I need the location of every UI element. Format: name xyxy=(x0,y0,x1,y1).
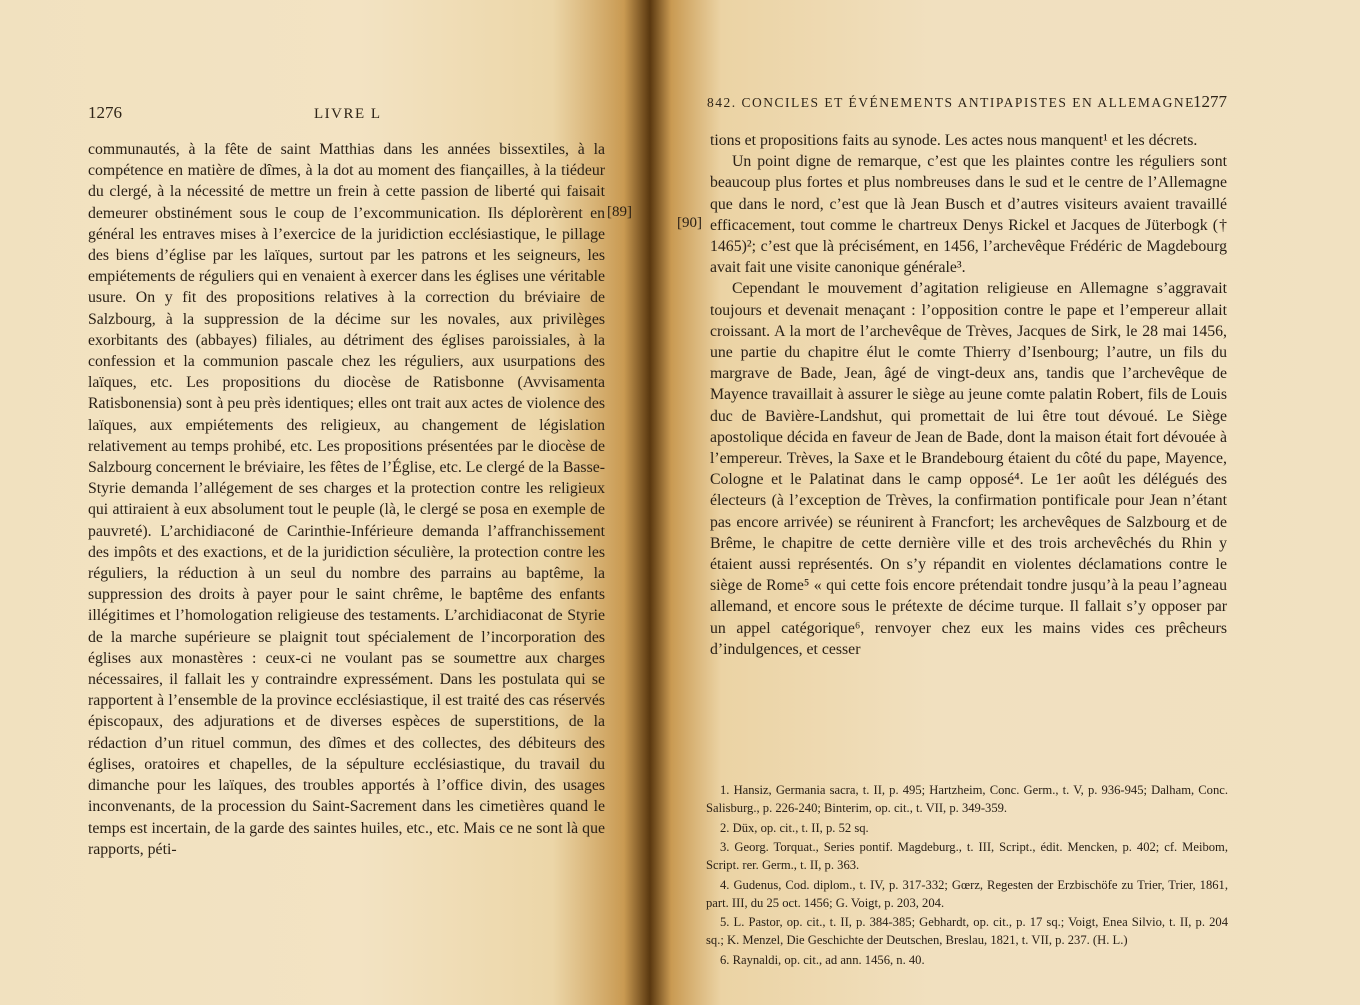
right-folio: 1277 xyxy=(1193,92,1227,111)
right-page xyxy=(650,0,1360,1005)
left-body-text xyxy=(88,139,605,860)
left-margin-reference: [89] xyxy=(607,204,632,220)
right-paragraph-3: Cependant le mouvement d’agitation religieuse en Allemagne s’aggravait toujours et devenait menaçant : l’opposition contre le pape et l’empereur allait croissant. A la mort de l’archevêque de Trèves, Jacques de Sirk, le 28 mai 1456, une partie du chapitre élut le comte Thierry d’Isenbourg; l’autre, un fils du margrave de Bade, Jean, âgé de vingt-deux ans, tandis que l’archevêque de Mayence travaillait à assurer le siège au jeune comte palatin Robert, fils de Louis duc de Bavière-Landshut, qui promettait de lui être tout dévoué. Le Siège apostolique décida en faveur de Jean de Bade, dont la maison était fort dévouée à l’empereur. Trèves, la Saxe et le Brandebourg étaient du côté du pape, Mayence, Cologne et le Palatinat dans le camp opposé⁴. Le 1er août les délégués des électeurs (à l’exception de Trèves, la confirmation pontificale pour Jean n’étant pas encore arrivée) se réunirent à Francfort; les archevêques de Salzbourg et de Brême, le chapitre de cette dernière ville et des trois archevêchés du Rhin y étaient aussi représentés. On s’y répandit en violentes déclamations contre le siège de Rome⁵ « qui cette fois encore prétendait tondre jusqu’à la peau l’agneau allemand, et encore sous le prétexte de décime turque. Il fallait s’y opposer par un appel catégorique⁶, renvoyer chez eux les mains vides ces prêcheurs d’indulgences, et cesser xyxy=(710,280,1227,658)
right-paragraph-2: Un point digne de remarque, c’est que les plaintes contre les réguliers sont beaucoup plus fortes et plus nombreuses dans le sud et le centre de l’Allemagne que dans le nord, c’est que là Jean Busch et d’autres visiteurs avaient travaillé efficacement, tout comme le chartreux Denys Rickel et Jacques de Jüterbogk († 1465)²; c’est que là précisément, en 1456, l’archevêque Frédéric de Magdebourg avait fait une visite canonique générale³. xyxy=(710,153,1227,277)
right-paragraph-1: tions et propositions faits au synode. Les actes nous manquent¹ et les décrets. xyxy=(710,132,1198,149)
footnote-1: 1. Hansiz, Germania sacra, t. II, p. 495; Hartzheim, Conc. Germ., t. V, p. 936-945; Dalham, Conc. Salisburg., p. 226-240; Binterim, op. cit., t. VII, p. 349-359. xyxy=(706,783,1228,815)
footnote-6: 6. Raynaldi, op. cit., ad ann. 1456, n. 40. xyxy=(720,952,925,967)
footnote-4: 4. Gudenus, Cod. diplom., t. IV, p. 317-332; Gœrz, Regesten der Erzbischöfe zu Trier, Trier, 1861, part. III, du 25 oct. 1456; G. Voigt, p. 203, 204. xyxy=(706,877,1228,910)
right-margin-reference: [90] xyxy=(677,215,702,231)
footnote-3: 3. Georg. Torquat., Series pontif. Magdeburg., t. III, Script., édit. Mencken, p. 402; cf. Meibom, Script. rer. Germ., t. II, p. 363. xyxy=(706,840,1228,872)
left-running-head: LIVRE L xyxy=(314,106,382,122)
footnotes xyxy=(706,781,1228,969)
left-paragraph: communautés, à la fête de saint Matthias dans les années bissextiles, à la compétence en matière de dîmes, à la dot au moment des fiançailles, à la tiédeur du clergé, à la nécessité de mettre un frein à cette passion de liberté qui faisait demeurer obstinément sous le coup de l’excommunication. Ils déplorèrent en général les entraves mises à l’exercice de la juridiction ecclésiastique, le pillage des biens d’église par les laïques, surtout par les patrons et les seigneurs, les empiétements de réguliers qui en venaient à exercer dans les églises une véritable usure. On y fit des propositions relatives à la correction du bréviaire de Salzbourg, à la suppression de la décime sur les novales, aux privilèges exorbitants des (abbayes) filiales, au détriment des églises paroissiales, à la confession et la communion pascale chez les réguliers, aux usurpations des laïques, etc. Les propositions du diocèse de Ratisbonne (Avvisamenta Ratisbonensia) sont à peu près identiques; elles ont trait aux actes de violence des laïques, aux empiétements des religieux, au changement de législation relativement au temps prohibé, etc. Les propositions présentées par le diocèse de Salzbourg concernent le bréviaire, les fêtes de l’Église, etc. Le clergé de la Basse-Styrie demanda l’allégement de ses charges et la protection contre les religieux qui attiraient à eux absolument tout le peuple (là, le clergé se posa en exemple de pauvreté). L’archidiaconé de Carinthie-Inférieure demanda l’affranchissement des impôts et des exactions, et de la juridiction séculière, la protection contre les réguliers, la réduction à un seul du nombre des parrains au baptême, la suppression des droits à payer pour le saint chrême, le baptême des enfants illégitimes et l’homologation religieuse des testaments. L’archidiaconat de Styrie de la marche supérieure se plaignit tout spécialement de l’incorporation des églises aux monastères : ceux-ci ne voulant pas se soumettre aux charges nécessaires, il fallait les y contraindre expressément. Dans les postulata qui se rapportent à l’ensemble de la province ecclésiastique, il est traité des cas réservés épiscopaux, des adjurations et de diverses espèces de superstitions, de la rédaction d’un rituel commun, des dîmes et des collectes, des débiteurs des églises, oratoires et chapelles, de la sépulture ecclésiastique, du travail du dimanche pour les laïques, des troubles apportés à l’office divin, des usages inconvenants, de la procession du Saint-Sacrement dans les cimetières quand le temps est incertain, de la garde des saintes huiles, etc., etc. Mais ce ne sont là que rapports, péti- xyxy=(88,141,605,858)
right-running-head: 842. CONCILES ET ÉVÉNEMENTS ANTIPAPISTES EN ALLEMAGNE xyxy=(707,95,1195,110)
left-page xyxy=(0,0,650,1005)
right-body-text xyxy=(710,130,1227,660)
footnote-5: 5. L. Pastor, op. cit., t. II, p. 384-385; Gebhardt, op. cit., p. 17 sq.; Voigt, Enea Silvio, t. II, p. 204 sq.; K. Menzel, Die Geschichte der Deutschen, Breslau, 1821, t. VII, p. 237. (H. L.) xyxy=(706,915,1228,947)
footnote-2: 2. Düx, op. cit., t. II, p. 52 sq. xyxy=(720,820,869,835)
left-folio: 1276 xyxy=(88,103,122,122)
